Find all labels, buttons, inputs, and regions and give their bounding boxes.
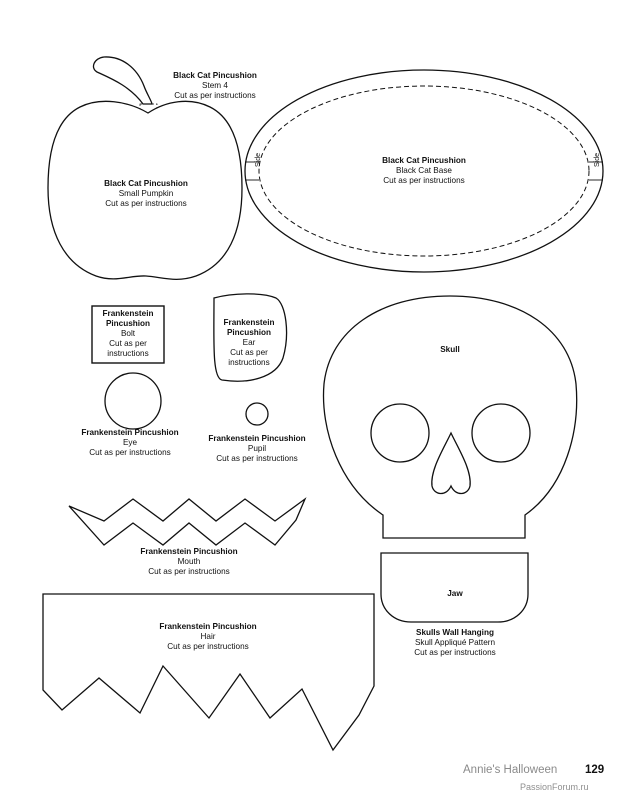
- pupil-label: Frankenstein Pincushion Pupil Cut as per instructions: [208, 434, 306, 463]
- eye-shape: [105, 373, 161, 429]
- jaw-shape: [381, 553, 528, 622]
- side-marker-right: Side: [594, 152, 601, 167]
- hair-label: Frankenstein Pincushion Hair Cut as per instructions: [159, 622, 257, 651]
- cat-base-label: Black Cat Pincushion Black Cat Base Cut as per instructions: [382, 156, 466, 185]
- pumpkin-label: Black Cat Pincushion Small Pumpkin Cut as per instructions: [104, 179, 188, 208]
- stem-label: Black Cat Pincushion Stem 4 Cut as per instructions: [173, 71, 257, 100]
- eye-label: Frankenstein Pincushion Eye Cut as per instructions: [81, 428, 179, 457]
- pupil-shape: [246, 403, 268, 425]
- stem-shape: [93, 57, 152, 104]
- ear-label: Frankenstein Pincushion Ear Cut as per instructions: [223, 318, 275, 367]
- jaw-label: Jaw: [447, 589, 463, 598]
- skull-shape: [323, 296, 576, 538]
- book-title: Annie's Halloween: [463, 764, 558, 776]
- skull-eye-right: [472, 404, 530, 462]
- mouth-shape: [69, 499, 305, 545]
- page-number: 129: [585, 764, 605, 776]
- hair-shape: [43, 594, 374, 750]
- watermark: PassionForum.ru: [520, 782, 589, 792]
- mouth-label: Frankenstein Pincushion Mouth Cut as per instructions: [140, 547, 238, 576]
- skulls-wall-hanging-label: Skulls Wall Hanging Skull Appliqué Pattern Cut as per instructions: [414, 628, 496, 657]
- bolt-label: Frankenstein Pincushion Bolt Cut as per instructions: [102, 309, 154, 358]
- skull-eye-left: [371, 404, 429, 462]
- skull-label: Skull: [440, 345, 460, 354]
- side-marker-left: Side: [255, 152, 262, 167]
